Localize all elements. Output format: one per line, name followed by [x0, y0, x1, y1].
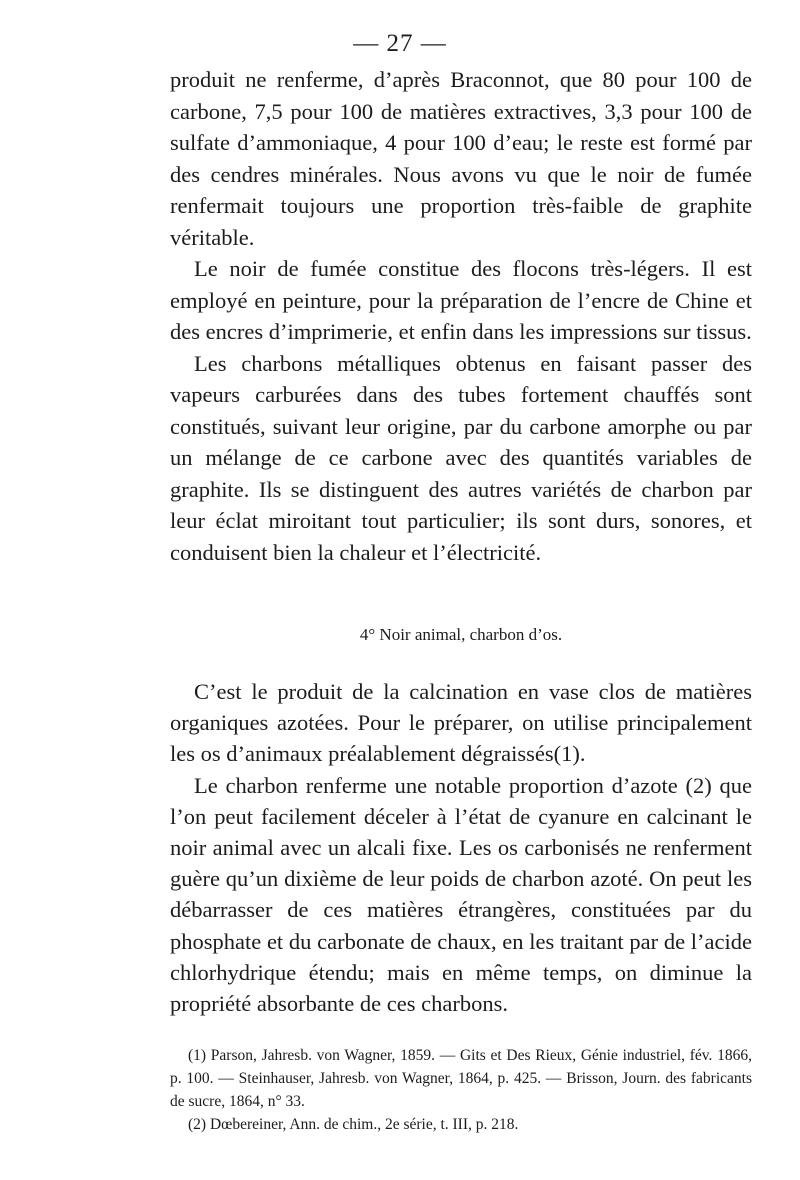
footnote-1: (1) Parson, Jahresb. von Wagner, 1859. — Gits et Des Rieux, Génie industriel, fév. 1866, p. 100. — Steinhauser, Jahresb. von Wagner, 1864, p. 425. — Brisson, Journ. des fabricants de sucre, 1864, n° 33.: [170, 1047, 752, 1110]
paragraph-calcination: C’est le produit de la calcination en vase clos de matières organiques azotées. Pour le préparer, on utilise principalement les os d’animaux préalablement dégraissés(1).: [170, 679, 752, 767]
section-text-block: [170, 676, 752, 1019]
footnote-2: (2) Dœbereiner, Ann. de chim., 2e série, t. III, p. 218.: [188, 1116, 519, 1133]
footnotes: [170, 1044, 752, 1136]
paragraph-charbons-metalliques: Les charbons métalliques obtenus en faisant passer des vapeurs carburées dans des tubes fortement chauffés sont constitués, suivant leur origine, par du carbone amorphe ou par un mélange de ce carbone avec des quantités variables de graphite. Ils se distinguent des autres variétés de charbon par leur éclat miroitant tout particulier; ils sont durs, sonores, et conduisent bien la chaleur et l’électricité.: [170, 350, 752, 565]
main-text-block: [170, 64, 752, 568]
paragraph-continued: produit ne renferme, d’après Braconnot, que 80 pour 100 de carbone, 7,5 pour 100 de matières extractives, 3,3 pour 100 de sulfate d’ammoniaque, 4 pour 100 d’eau; le reste est formé par des cendres minérales. Nous avons vu que le noir de fumée renfermait toujours une proportion très-faible de graphite véritable.: [170, 67, 752, 250]
paragraph-noir-de-fumee: Le noir de fumée constitue des flocons très-légers. Il est employé en peinture, pour la préparation de l’encre de Chine et des encres d’imprimerie, et enfin dans les impressions sur tissus.: [170, 256, 752, 344]
page-number: — 27 —: [353, 30, 447, 57]
paragraph-azote: Le charbon renferme une notable proportion d’azote (2) que l’on peut facilement déceler à l’état de cyanure en calcinant le noir animal avec un alcali fixe. Les os carbonisés ne renferment guère qu’un dixième de leur poids de charbon azoté. On peut les débarrasser de ces matières étrangères, constituées par du phosphate et du carbonate de chaux, en les traitant par de l’acide chlorhydrique étendu; mais en même temps, on diminue la propriété absorbante de ces charbons.: [170, 772, 752, 1017]
section-heading: 4° Noir animal, charbon d’os.: [359, 625, 563, 644]
